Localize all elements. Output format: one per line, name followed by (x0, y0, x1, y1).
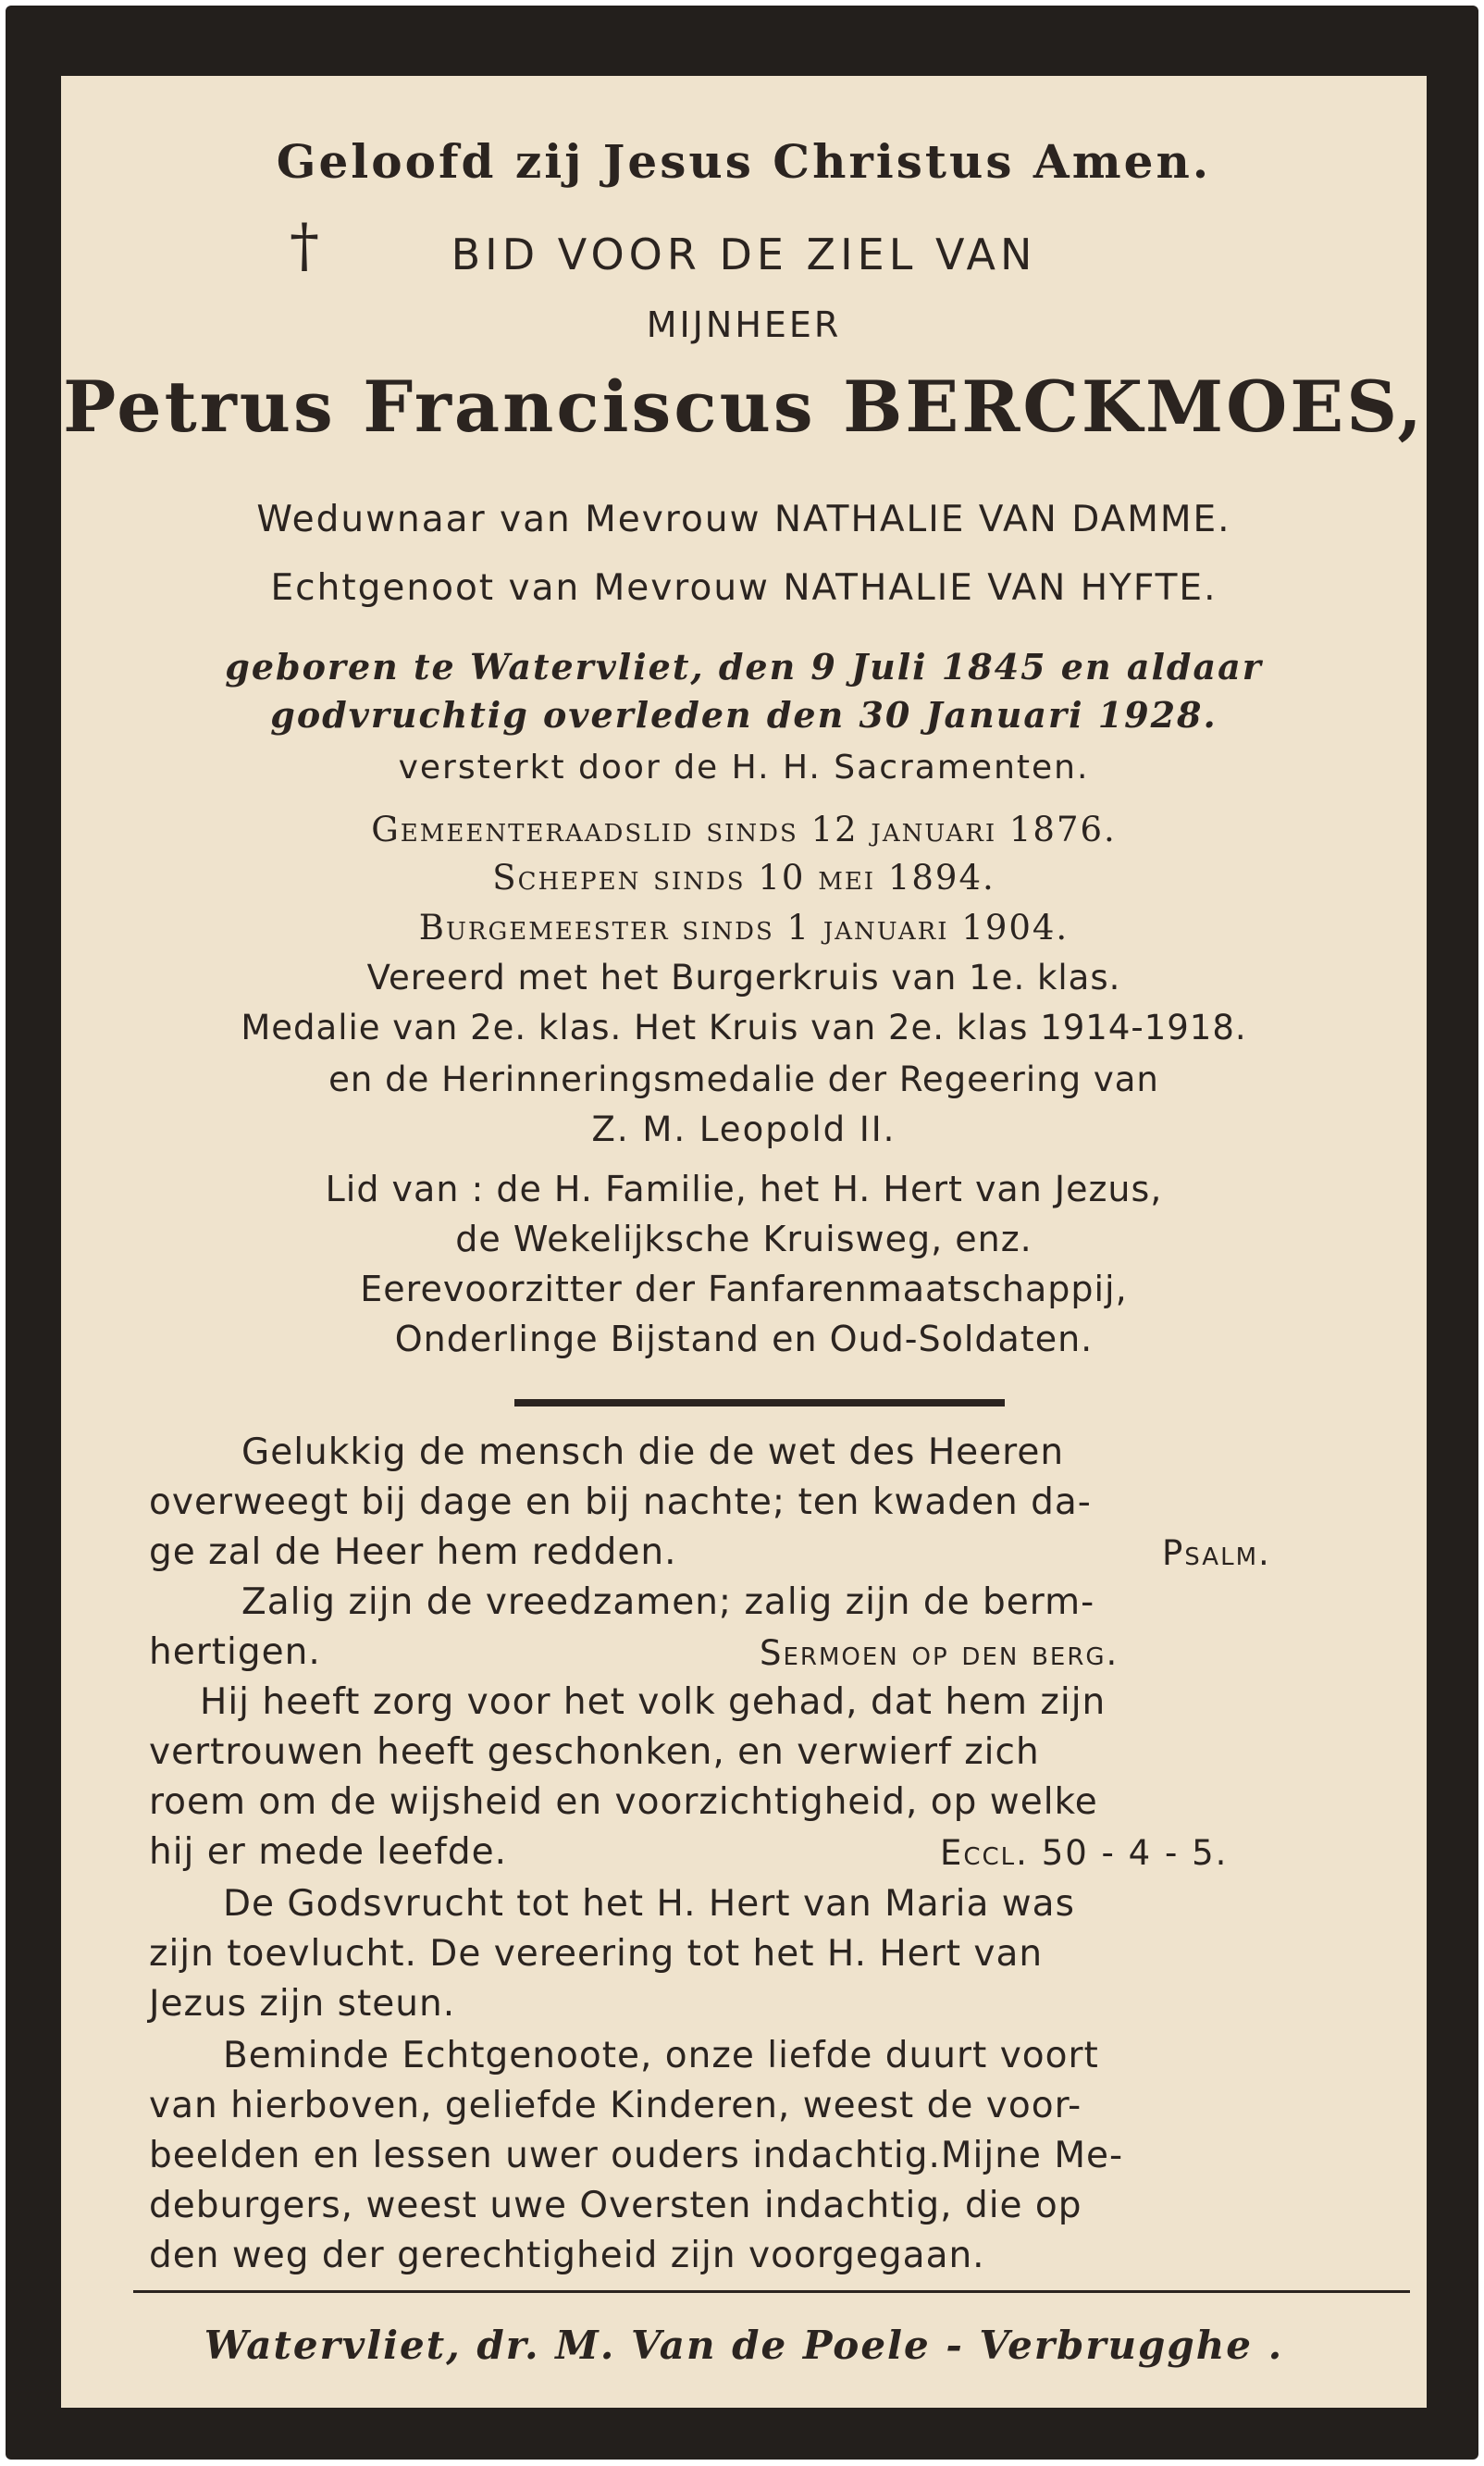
career-line: en de Herinneringsmedalie der Regeering van (328, 1060, 1159, 1099)
verse-line: zijn toevlucht. De vereering tot het H. Hert van (149, 1933, 1044, 1975)
verse-line: Hij heeft zorg voor het volk gehad, dat hem zijn (200, 1681, 1107, 1723)
verse-line: De Godsvrucht tot het H. Hert van Maria was (223, 1883, 1075, 1925)
husband-line: Echtgenoot van Mevrouw NATHALIE VAN HYFTE. (270, 567, 1218, 609)
birth-line: geboren te Watervliet, den 9 Juli 1845 en aldaar (225, 646, 1263, 688)
membership-line: Eerevoorzitter der Fanfarenmaatschappij, (360, 1269, 1128, 1309)
verse-line: Jezus zijn steun. (149, 1983, 456, 2025)
verse-line: beelden en lessen uwer ouders indachtig.Mijne Me- (149, 2135, 1124, 2176)
membership-line: Lid van : de H. Familie, het H. Hert van Jezus, (325, 1169, 1163, 1209)
career-line: Vereerd met het Burgerkruis van 1e. klas. (366, 958, 1121, 998)
verse-source: Sermoen op den berg. (760, 1633, 1119, 1673)
widower-line: Weduwnaar van Mevrouw NATHALIE VAN DAMME. (256, 499, 1231, 540)
career-line: Burgemeester sinds 1 januari 1904. (418, 908, 1070, 948)
verse-line: den weg der gerechtigheid zijn voorgegaan. (149, 2235, 985, 2276)
section-divider (514, 1399, 1005, 1406)
memorial-card (6, 6, 1478, 2460)
praise-heading: Geloofd zij Jesus Christus Amen. (276, 134, 1212, 189)
death-line: godvruchtig overleden den 30 Januari 1928. (270, 694, 1218, 736)
deceased-name: Petrus Franciscus BERCKMOES, (63, 366, 1425, 448)
career-line: Medalie van 2e. klas. Het Kruis van 2e. klas 1914-1918. (241, 1008, 1247, 1047)
footer-divider (133, 2290, 1410, 2293)
verse-line: hertigen. (149, 1631, 321, 1673)
honorific: MIJNHEER (646, 304, 842, 345)
verse-line: ge zal de Heer hem redden. (149, 1531, 677, 1573)
cross-icon: † (290, 212, 319, 280)
verse-source: Eccl. 50 - 4 - 5. (940, 1833, 1229, 1873)
membership-line: de Wekelijksche Kruisweg, enz. (455, 1219, 1033, 1259)
verse-line: Gelukkig de mensch die de wet des Heeren (241, 1431, 1065, 1473)
membership-line: Onderlinge Bijstand en Oud-Soldaten. (394, 1319, 1094, 1359)
career-line: Z. M. Leopold II. (591, 1109, 897, 1149)
printer-credit: Watervliet, dr. M. Van de Poele - Verbrugghe . (204, 2323, 1284, 2368)
verse-line: Beminde Echtgenoote, onze liefde duurt voort (223, 2035, 1099, 2076)
career-line: Schepen sinds 10 mei 1894. (492, 858, 996, 898)
verse-line: vertrouwen heeft geschonken, en verwierf zich (149, 1731, 1040, 1773)
verse-source: Psalm. (1162, 1533, 1271, 1573)
verse-line: van hierboven, geliefde Kinderen, weest de voor- (149, 2085, 1082, 2126)
verse-line: Zalig zijn de vreedzamen; zalig zijn de berm- (241, 1581, 1095, 1623)
verse-line: overweegt bij dage en bij nachte; ten kwaden da- (149, 1481, 1092, 1523)
prayer-heading: BID VOOR DE ZIEL VAN (451, 229, 1037, 279)
verse-line: deburgers, weest uwe Oversten indachtig, die op (149, 2185, 1082, 2226)
sacraments-line: versterkt door de H. H. Sacramenten. (398, 749, 1090, 787)
verse-line: hij er mede leefde. (149, 1831, 508, 1873)
card-paper (61, 76, 1427, 2408)
career-line: Gemeenteraadslid sinds 12 januari 1876. (371, 810, 1117, 849)
verse-line: roem om de wijsheid en voorzichtigheid, op welke (149, 1781, 1098, 1823)
